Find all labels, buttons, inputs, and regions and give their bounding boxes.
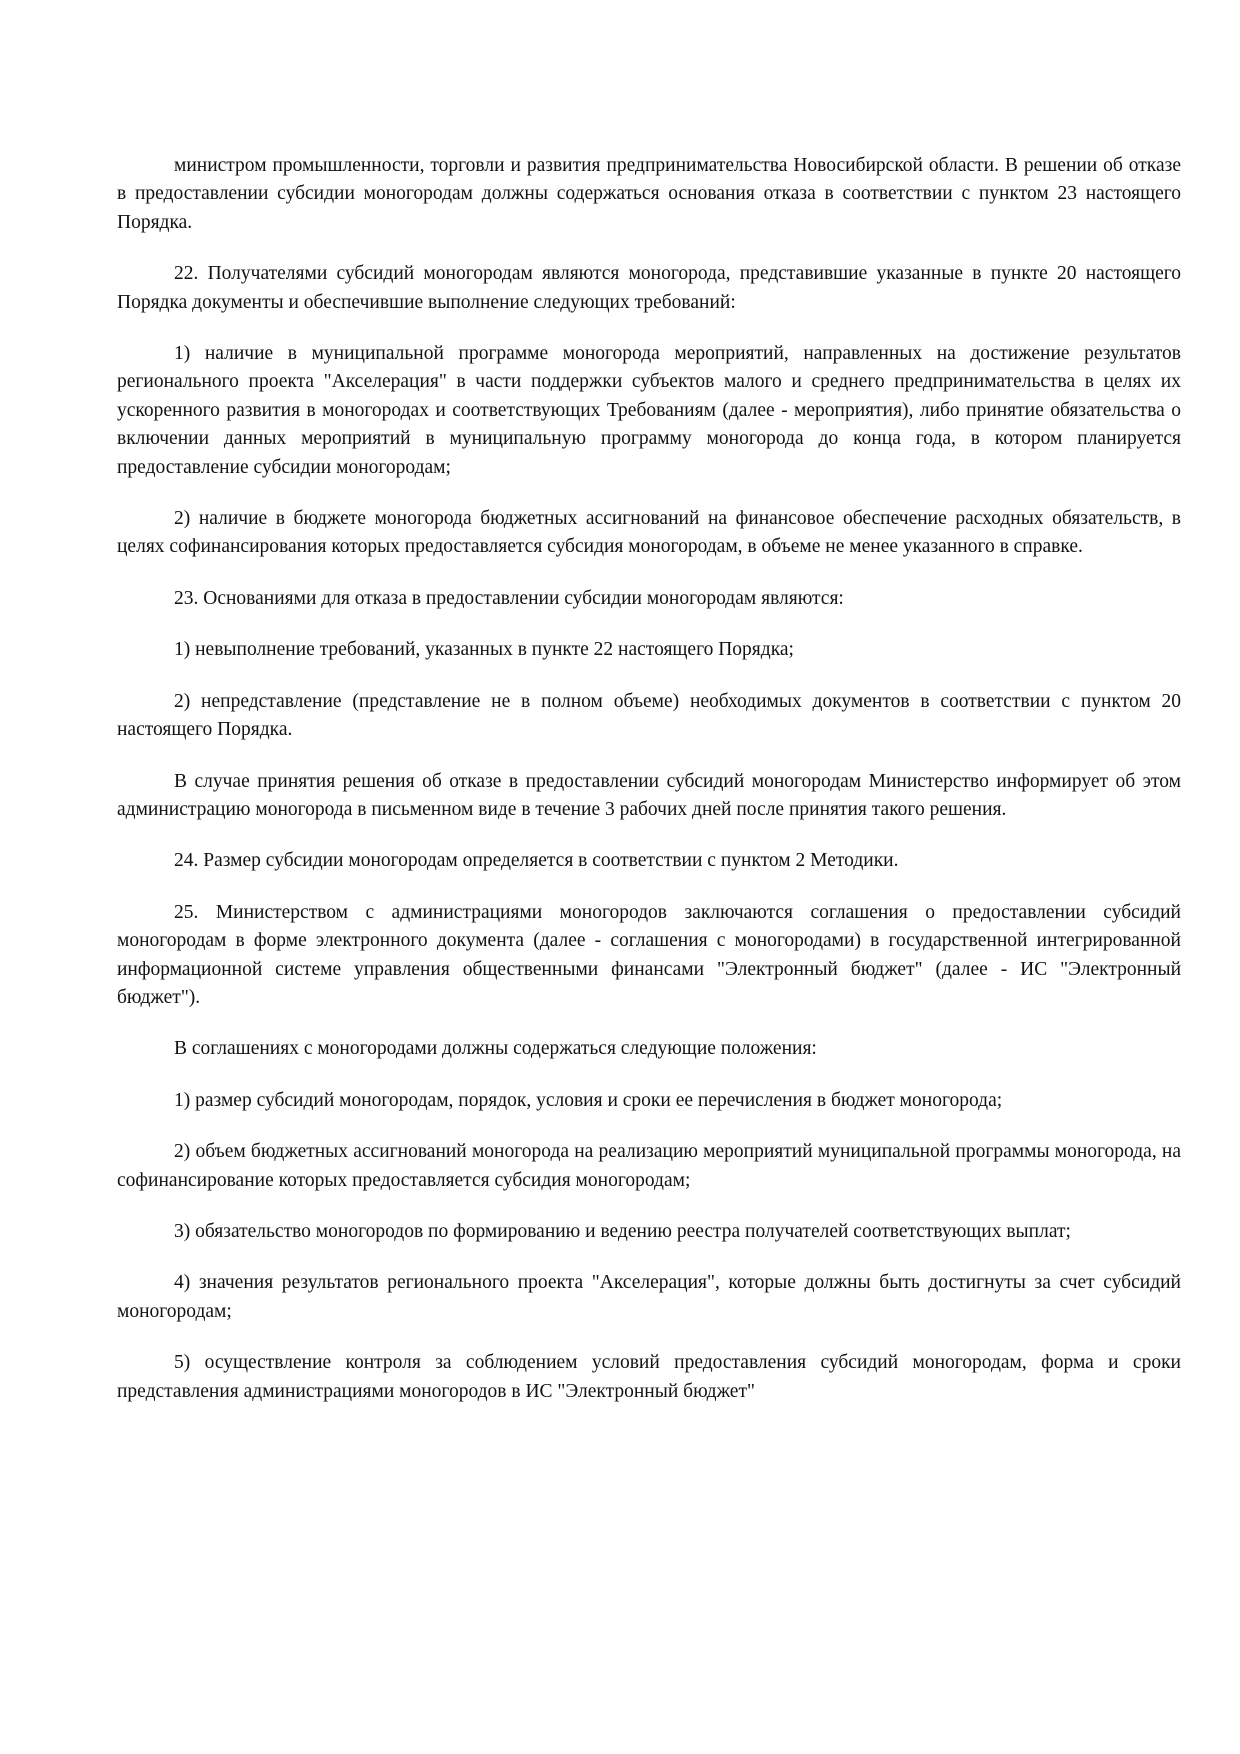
paragraph-23-item-2: 2) непредставление (представление не в полном объеме) необходимых документов в соответствии с пунктом 20 настоящего Порядка. <box>117 690 1181 741</box>
paragraph-25-item-4: 4) значения результатов регионального проекта "Акселерация", которые должны быть достигнуты за счет субсидий моногородам; <box>117 1272 1181 1322</box>
paragraph-continuation: министром промышленности, торговли и развития предпринимательства Новосибирской области. В решении об отказе в предоставлении субсидии моногородам должны содержаться основания отказа в соответствии с пунктом 23 настоящего Порядка. <box>117 155 1181 233</box>
paragraph-22-item-1: 1) наличие в муниципальной программе моногорода мероприятий, направленных на достижение результатов регионального проекта "Акселерация" в части поддержки субъектов малого и среднего предпринимательства в целях их ускоренного развития в моногородах и соответствующих Требованиям (далее - мероприятия), либо принятие обязательства о включении данных мероприятий в муниципальную программу моногорода до конца года, в котором планируется предоставление субсидии моногородам; <box>117 343 1181 478</box>
paragraph-25-item-2: 2) объем бюджетных ассигнований моногорода на реализацию мероприятий муниципальной программы моногорода, на софинансирование которых предоставляется субсидия моногородам; <box>117 1141 1181 1191</box>
paragraph-23: 23. Основаниями для отказа в предоставлении субсидии моногородам являются: <box>174 587 844 609</box>
paragraph-25-item-1: 1) размер субсидий моногородам, порядок, условия и сроки ее перечисления в бюджет моногорода; <box>174 1089 1003 1111</box>
paragraph-23-item-1: 1) невыполнение требований, указанных в пункте 22 настоящего Порядка; <box>174 639 794 661</box>
paragraph-22: 22. Получателями субсидий моногородам являются моногорода, представившие указанные в пункте 20 настоящего Порядка документы и обеспечившие выполнение следующих требований: <box>117 263 1181 313</box>
paragraph-refusal-notice: В случае принятия решения об отказе в предоставлении субсидий моногородам Министерство информирует об этом администрацию моногорода в письменном виде в течение 3 рабочих дней после принятия такого решения. <box>117 770 1181 820</box>
paragraph-25-item-3: 3) обязательство моногородов по формированию и ведению реестра получателей соответствующих выплат; <box>174 1220 1071 1242</box>
paragraph-22-item-2: 2) наличие в бюджете моногорода бюджетных ассигнований на финансовое обеспечение расходных обязательств, в целях софинансирования которых предоставляется субсидия моногородам, в объеме не менее указанного в справке. <box>117 508 1181 558</box>
paragraph-25: 25. Министерством с администрациями моногородов заключаются соглашения о предоставлении субсидий моногородам в форме электронного документа (далее - соглашения с моногородами) в государственной интегрированной информационной системе управления общественными финансами "Электронный бюджет" (далее - ИС "Электронный бюджет"). <box>117 901 1181 1008</box>
document-page <box>117 152 1181 1429</box>
paragraph-agreements-intro: В соглашениях с моногородами должны содержаться следующие положения: <box>174 1038 817 1060</box>
paragraph-25-item-5: 5) осуществление контроля за соблюдением условий предоставления субсидий моногородам, форма и сроки представления администрациями моногородов в ИС "Электронный бюджет" <box>117 1352 1181 1402</box>
paragraph-24: 24. Размер субсидии моногородам определяется в соответствии с пунктом 2 Методики. <box>174 850 899 872</box>
